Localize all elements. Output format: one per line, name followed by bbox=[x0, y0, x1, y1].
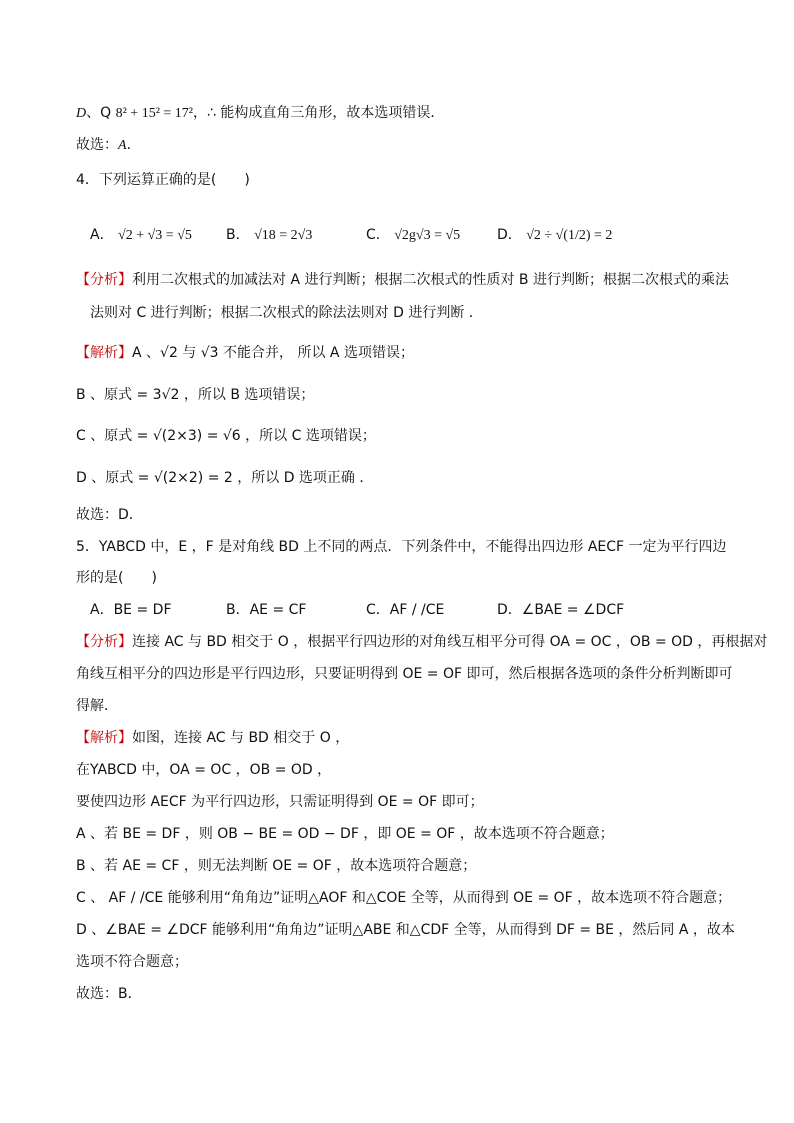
q4-solution-b: B 、原式 = 3√2 ，所以 B 选项错误； bbox=[76, 387, 315, 403]
p3-option-d-line bbox=[76, 103, 444, 124]
p3-answer-prefix: 故选： bbox=[76, 137, 118, 153]
p3-d-math: 8² + 15² = 17² bbox=[115, 106, 193, 121]
q4-option-b-label: B． bbox=[226, 227, 250, 243]
q4-solution-c: C 、原式 = √(2×3) = √6 ，所以 C 选项错误； bbox=[76, 428, 376, 444]
q4-option-b bbox=[226, 224, 312, 244]
q5-solution-line3: 要使四边形 AECF 为平行四边形，只需证明得到 OE = OF 即可； bbox=[76, 794, 484, 810]
q5-analysis-line3: 得解． bbox=[76, 698, 118, 714]
q4-option-d-label: D． bbox=[497, 227, 522, 243]
q4-option-c-expr: √2g√3 = √5 bbox=[394, 228, 461, 243]
q4-option-a-label: A． bbox=[90, 227, 114, 243]
q4-solution-tag: 【解析】 bbox=[76, 345, 132, 361]
p3-answer bbox=[76, 135, 141, 156]
q5-solution-line2: 在YABCD 中，OA = OC ，OB = OD ， bbox=[76, 762, 332, 778]
q5-solution-d2: 选项不符合题意； bbox=[76, 954, 188, 970]
q4-solution-a bbox=[76, 343, 414, 363]
q4-analysis-line2: 法则对 C 进行判断；根据二次根式的除法法则对 D 进行判断 ． bbox=[90, 305, 483, 321]
q5-solution-line1 bbox=[76, 728, 349, 748]
q4-analysis-tag: 【分析】 bbox=[76, 272, 132, 288]
q4-option-c-label: C． bbox=[366, 227, 390, 243]
p3-d-q: 、Q bbox=[86, 105, 112, 121]
q5-solution-d1: D 、∠BAE = ∠DCF 能够利用“角角边”证明△ABE 和△CDF 全等，从而得到 DF = BE ，然后同 A ，故本 bbox=[76, 922, 735, 938]
q4-analysis-line1 bbox=[76, 270, 729, 290]
q4-option-a bbox=[90, 224, 192, 244]
q4-answer: 故选：D． bbox=[76, 507, 143, 523]
p3-d-label: D bbox=[76, 106, 87, 121]
q5-solution-a: A 、若 BE = DF ，则 OB − BE = OD − DF ，即 OE = OF ，故本选项不符合题意； bbox=[76, 826, 614, 842]
q4-option-d bbox=[497, 224, 612, 244]
q5-solution-tag: 【解析】 bbox=[76, 730, 132, 746]
p3-answer-suffix: ． bbox=[126, 137, 141, 153]
q4-option-d-expr: √2 ÷ √(1/2) = 2 bbox=[526, 228, 613, 243]
q4-sol-a-text: A 、√2 与 √3 不能合并， 所以 A 选项错误； bbox=[132, 345, 414, 361]
q4-solution-d: D 、原式 = √(2×2) = 2 ，所以 D 选项正确 ． bbox=[76, 470, 374, 486]
q5-answer: 故选：B． bbox=[76, 986, 142, 1002]
q5-sol-text1: 如图，连接 AC 与 BD 相交于 O ， bbox=[132, 730, 350, 746]
q5-stem-line2: 形的是( ) bbox=[76, 570, 157, 586]
q4-option-a-expr: √2 + √3 = √5 bbox=[118, 228, 192, 243]
q5-analysis-text1: 连接 AC 与 BD 相交于 O ，根据平行四边形的对角线互相平分可得 OA = OC ，OB = OD ，再根据对 bbox=[132, 634, 768, 650]
q5-option-a: A．BE = DF bbox=[90, 602, 172, 618]
q5-option-d: D．∠BAE = ∠DCF bbox=[497, 602, 625, 618]
q4-stem: 4．下列运算正确的是( ) bbox=[76, 172, 250, 188]
q5-analysis-tag: 【分析】 bbox=[76, 634, 132, 650]
p3-d-rest: ，∴ 能构成直角三角形，故本选项错误． bbox=[193, 105, 445, 121]
q5-analysis-line1 bbox=[76, 632, 767, 652]
q5-option-b: B．AE = CF bbox=[226, 602, 307, 618]
q4-option-c bbox=[366, 224, 460, 244]
q4-option-b-expr: √18 = 2√3 bbox=[254, 228, 313, 243]
q5-solution-c: C 、 AF / /CE 能够利用“角角边”证明△AOF 和△COE 全等，从而得到 OE = OF ，故本选项不符合题意； bbox=[76, 890, 732, 906]
q5-option-c: C．AF / /CE bbox=[366, 602, 445, 618]
p3-answer-letter: A bbox=[118, 138, 127, 153]
q4-analysis-text1: 利用二次根式的加减法对 A 进行判断；根据二次根式的性质对 B 进行判断；根据二次根式的乘法 bbox=[132, 272, 729, 288]
q5-stem-line1: 5．YABCD 中，E ，F 是对角线 BD 上不同的两点．下列条件中，不能得出四边形 AECF 一定为平行四边 bbox=[76, 539, 727, 555]
q5-analysis-line2: 角线互相平分的四边形是平行四边形，只要证明得到 OE = OF 即可，然后根据各选项的条件分析判断即可 bbox=[76, 666, 733, 682]
q5-solution-b: B 、若 AE = CF ，则无法判断 OE = OF ，故本选项符合题意； bbox=[76, 858, 477, 874]
